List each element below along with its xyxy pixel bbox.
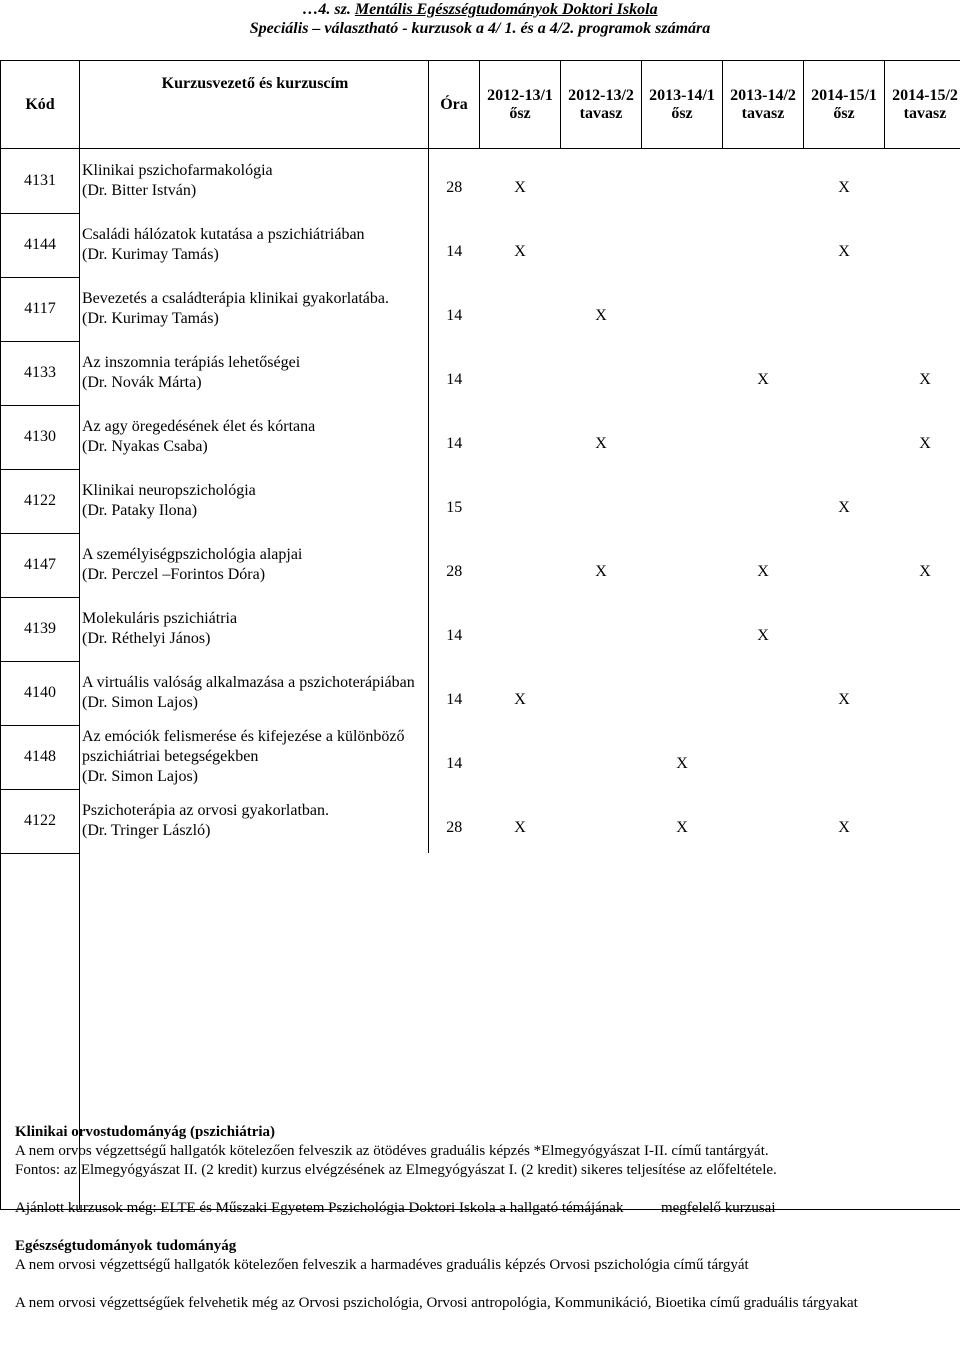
clinical-note-1: A nem orvos végzettségű hallgatók kötelezően felveszik az ötödéves graduális képzés *Elmegyógyászat I-II. című tantárgyát. [15,1143,769,1159]
course-hours: 15 [446,499,463,516]
semester-mark: X [595,563,607,580]
semester-mark [885,661,960,725]
semester-mark [480,469,561,533]
course-hours: 14 [446,435,463,452]
semester-mark [642,405,723,469]
semester-mark [723,789,804,853]
course-code: 4147 [1,533,80,597]
course-lecturer: (Dr. Tringer László) [82,822,211,839]
semester-mark [642,277,723,341]
semester-mark: X [919,435,931,452]
col-header-course: Kurzusvezető és kurzuscím [80,61,429,149]
course-hours: 28 [446,563,463,580]
semester-mark [642,469,723,533]
course-code: 4130 [1,405,80,469]
col-header-code: Kód [1,61,80,149]
semester-mark [480,405,561,469]
semester-mark [804,277,885,341]
course-table [0,60,960,1210]
semester-mark [561,149,642,214]
semester-mark [561,725,642,789]
table-row [1,469,960,533]
course-code: 4140 [1,661,80,725]
semester-mark [723,725,804,789]
course-hours: 14 [446,627,463,644]
semester-mark: X [919,371,931,388]
course-cell [80,789,429,853]
course-title: Az emóciók felismerése és kifejezése a különböző pszichiátriai betegségekben [82,728,405,765]
col-header-hours: Óra [429,61,480,149]
course-code: 4144 [1,213,80,277]
course-code: 4117 [1,277,80,341]
notes-section [15,1123,950,1313]
semester-mark [804,725,885,789]
table-row [1,597,960,661]
table-row [1,149,960,214]
recommended-note: Ajánlott kurzusok még: ELTE és Műszaki Egyetem Pszichológia Doktori Iskola a hallgató témájának megfelelő kurzusai [15,1200,776,1216]
course-cell [80,725,429,789]
semester-mark [480,277,561,341]
col-header-semester: 2014-15/2 tavasz [885,61,960,149]
semester-mark [642,213,723,277]
semester-mark [642,341,723,405]
semester-mark: X [838,179,850,196]
doc-number: …4. sz. [302,1,351,18]
semester-mark [885,149,960,214]
semester-mark [642,149,723,214]
course-title: Az agy öregedésének élet és kórtana [82,418,316,435]
course-cell [80,341,429,405]
table-row [1,533,960,597]
course-title: A virtuális valóság alkalmazása a pszichoterápiában [82,674,415,691]
course-lecturer: (Dr. Kurimay Tamás) [82,310,219,327]
health-note-1: A nem orvosi végzettségű hallgatók kötelezően felveszik a harmadéves graduális képzés Orvosi pszichológia című tárgyát [15,1257,749,1273]
semester-mark: X [757,371,769,388]
course-cell [80,469,429,533]
table-row [1,661,960,725]
semester-mark [885,789,960,853]
semester-mark [642,597,723,661]
course-lecturer: (Dr. Simon Lajos) [82,768,198,785]
course-title: Klinikai neuropszichológia [82,482,256,499]
semester-mark: X [919,563,931,580]
course-lecturer: (Dr. Perczel –Forintos Dóra) [82,566,266,583]
semester-mark: X [595,435,607,452]
table-row [1,725,960,789]
table-row [1,405,960,469]
semester-mark [561,597,642,661]
course-code: 4133 [1,341,80,405]
course-title: Klinikai pszichofarmakológia [82,162,273,179]
semester-mark: X [595,307,607,324]
semester-mark [561,469,642,533]
course-code: 4148 [1,725,80,789]
doc-header-line2: Speciális – választható - kurzusok a 4/ 1. és a 4/2. programok számára [249,20,711,37]
semester-mark [885,277,960,341]
semester-mark [804,405,885,469]
semester-mark: X [838,243,850,260]
course-hours: 14 [446,691,463,708]
col-header-semester: 2012-13/2 tavasz [561,61,642,149]
semester-mark [561,213,642,277]
course-lecturer: (Dr. Bitter István) [82,182,197,199]
course-cell [80,213,429,277]
course-cell [80,597,429,661]
course-lecturer: (Dr. Pataky Ilona) [82,502,198,519]
course-cell [80,149,429,214]
table-row [1,277,960,341]
semester-mark [480,597,561,661]
semester-mark [723,661,804,725]
semester-mark: X [838,691,850,708]
semester-mark: X [514,243,526,260]
semester-mark: X [757,563,769,580]
col-header-semester: 2014-15/1 ősz [804,61,885,149]
semester-mark [642,533,723,597]
health-note-2: A nem orvosi végzettségűek felvehetik még az Orvosi pszichológia, Orvosi antropológia, Kommunikáció, Bioetika című graduális tárgyakat [15,1295,858,1311]
semester-mark [480,341,561,405]
course-hours: 28 [446,819,463,836]
semester-mark [885,725,960,789]
semester-mark [642,661,723,725]
course-title: Molekuláris pszichiátria [82,610,238,627]
semester-mark [480,725,561,789]
course-lecturer: (Dr. Kurimay Tamás) [82,246,219,263]
course-title: Családi hálózatok kutatása a pszichiátriában [82,226,365,243]
semester-mark: X [514,179,526,196]
semester-mark: X [757,627,769,644]
course-cell [80,277,429,341]
course-code: 4131 [1,149,80,214]
semester-mark: X [676,755,688,772]
table-row [1,341,960,405]
semester-mark [723,405,804,469]
course-hours: 28 [446,179,463,196]
course-lecturer: (Dr. Simon Lajos) [82,694,198,711]
semester-mark [561,789,642,853]
course-cell [80,405,429,469]
course-lecturer: (Dr. Réthelyi János) [82,630,211,647]
course-lecturer: (Dr. Nyakas Csaba) [82,438,208,455]
course-hours: 14 [446,755,463,772]
health-heading: Egészségtudományok tudományág [15,1238,237,1254]
semester-mark [804,341,885,405]
clinical-heading: Klinikai orvostudományág (pszichiátria) [15,1124,276,1140]
table-row [1,213,960,277]
semester-mark [885,469,960,533]
semester-mark [804,597,885,661]
course-title: A személyiségpszichológia alapjai [82,546,303,563]
col-header-semester: 2012-13/1 ősz [480,61,561,149]
semester-mark [561,661,642,725]
clinical-note-2: Fontos: az Elmegyógyászat II. (2 kredit) kurzus elvégzésének az Elmegyógyászat I. (2 kredit) sikeres teljesítése az előfeltétele. [15,1162,777,1178]
course-title: Az inszomnia terápiás lehetőségei [82,354,301,371]
course-hours: 14 [446,243,463,260]
school-name: Mentális Egészségtudományok Doktori Iskola [354,1,658,18]
semester-mark [723,213,804,277]
semester-mark [561,341,642,405]
semester-mark [804,533,885,597]
semester-mark: X [838,819,850,836]
course-hours: 14 [446,307,463,324]
course-code: 4122 [1,789,80,853]
semester-mark: X [676,819,688,836]
course-title: Bevezetés a családterápia klinikai gyakorlatába. [82,290,389,307]
course-hours: 14 [446,371,463,388]
course-cell [80,533,429,597]
course-code: 4122 [1,469,80,533]
course-code: 4139 [1,597,80,661]
semester-mark [885,213,960,277]
semester-mark: X [514,691,526,708]
semester-mark: X [514,819,526,836]
course-title: Pszichoterápia az orvosi gyakorlatban. [82,802,330,819]
doc-header-line1 [0,0,960,19]
table-row [1,789,960,853]
semester-mark [723,277,804,341]
course-lecturer: (Dr. Novák Márta) [82,374,202,391]
col-header-semester: 2013-14/1 ősz [642,61,723,149]
col-header-semester: 2013-14/2 tavasz [723,61,804,149]
table-header-row [1,61,960,149]
course-cell [80,661,429,725]
semester-mark [480,533,561,597]
semester-mark: X [838,499,850,516]
semester-mark [885,597,960,661]
semester-mark [723,469,804,533]
semester-mark [723,149,804,214]
